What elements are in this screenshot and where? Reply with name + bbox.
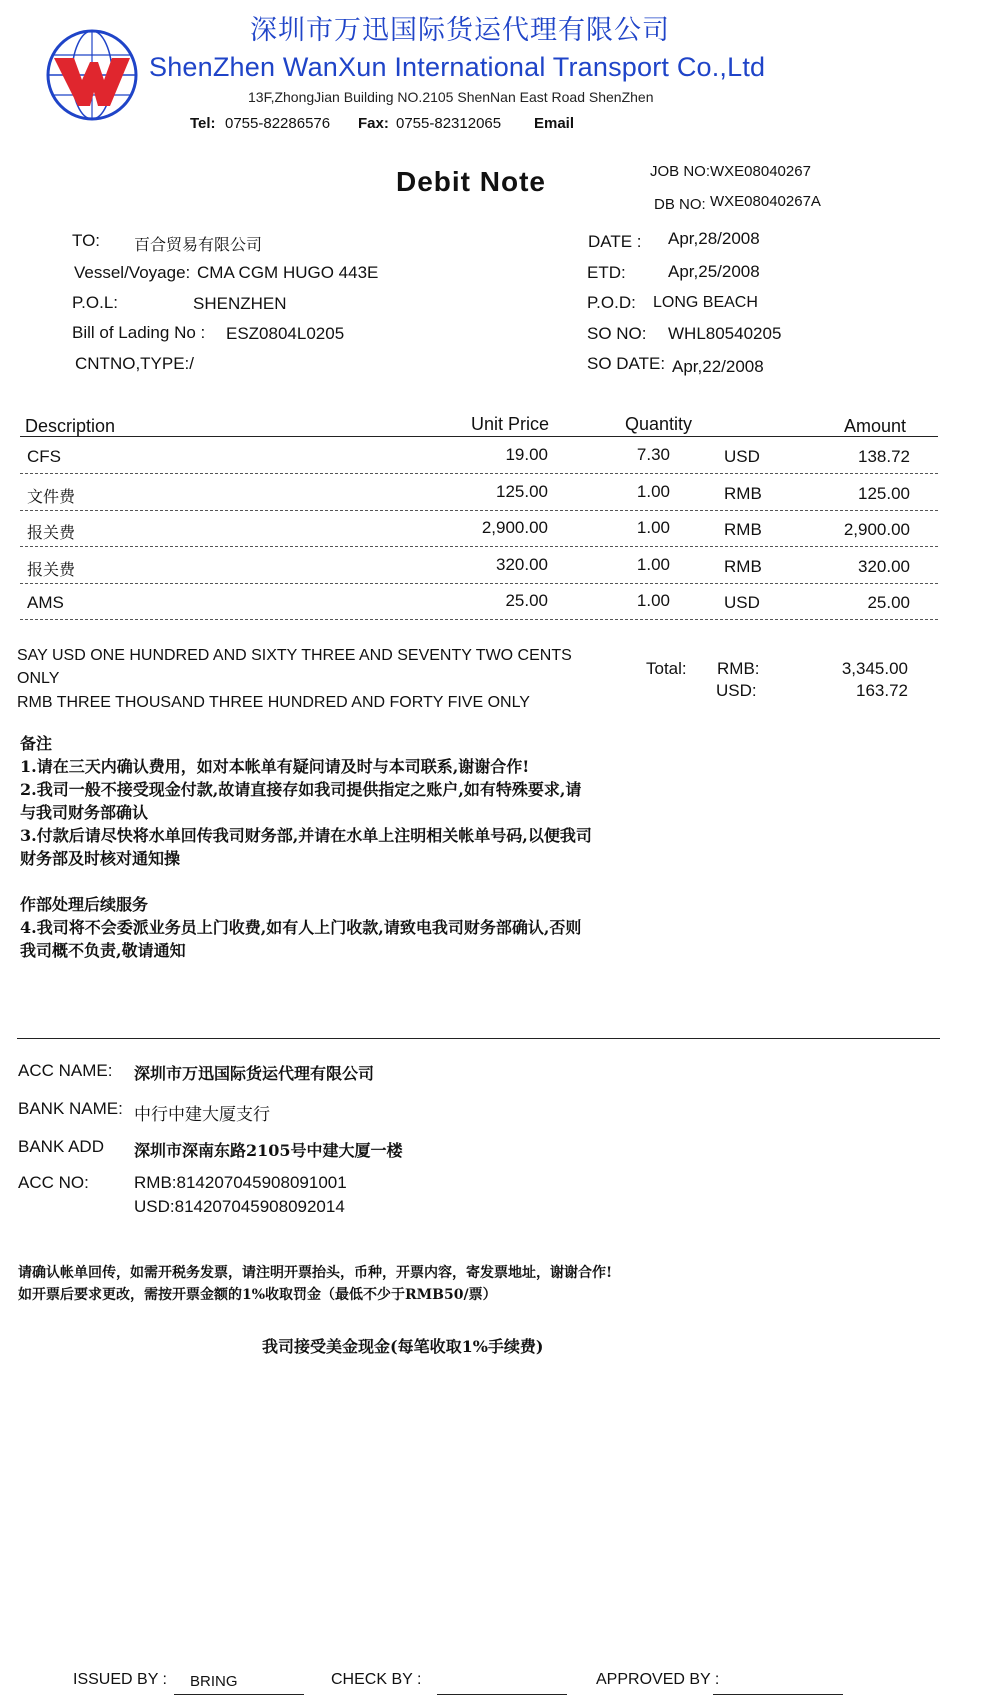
- pol-value: SHENZHEN: [193, 294, 287, 313]
- total-usd-value: 163.72: [856, 681, 908, 700]
- acc-name-label: ACC NAME:: [18, 1061, 113, 1080]
- cell-amount: 25.00: [867, 593, 910, 612]
- cell-quantity: 1.00: [636, 518, 670, 537]
- so-date-label: SO DATE:: [587, 354, 666, 373]
- to-label: TO:: [72, 231, 101, 250]
- note-line: 4.我司将不会委派业务员上门收费,如有人上门收款,请致电我司财务部确认,否则: [20, 918, 582, 937]
- cell-currency: USD: [724, 593, 760, 612]
- cell-currency: RMB: [724, 520, 762, 539]
- row-divider: [20, 473, 938, 474]
- acc-no-usd: USD:814207045908092014: [134, 1197, 345, 1216]
- cell-unit-price: 25.00: [505, 591, 548, 610]
- issued-by-label: ISSUED BY :: [73, 1671, 167, 1688]
- total-label: Total:: [646, 659, 687, 678]
- row-divider: [20, 546, 938, 547]
- db-no-label: DB NO:: [654, 196, 706, 213]
- note-line: 2.我司一般不接受现金付款,故请直接存如我司提供指定之账户,如有特殊要求,请: [20, 780, 582, 799]
- total-usd-label: USD:: [716, 681, 757, 700]
- cell-currency: RMB: [724, 556, 762, 576]
- db-no-value: WXE08040267A: [710, 193, 821, 210]
- cell-description: AMS: [27, 593, 64, 612]
- to-value: 百合贸易有限公司: [134, 237, 263, 254]
- table-header-rule: [20, 436, 938, 437]
- company-logo: [42, 28, 142, 122]
- note-line: 财务部及时核对通知操: [20, 849, 181, 868]
- total-rmb-value: 3,345.00: [841, 659, 908, 678]
- row-divider: [20, 619, 938, 620]
- so-no-value: WHL80540205: [668, 324, 782, 343]
- acc-name-value: 深圳市万迅国际货运代理有限公司: [134, 1064, 375, 1083]
- bank-add-label: BANK ADD: [18, 1137, 104, 1156]
- cell-unit-price: 2,900.00: [481, 518, 548, 537]
- cell-unit-price: 125.00: [496, 481, 548, 501]
- cell-unit-price: 320.00: [496, 554, 548, 574]
- email-label: Email: [534, 115, 575, 132]
- pod-value: LONG BEACH: [653, 294, 758, 311]
- approved-by-line: [713, 1694, 843, 1695]
- cell-amount: 2,900.00: [843, 520, 910, 539]
- say-rmb: RMB THREE THOUSAND THREE HUNDRED AND FORTY FIVE ONLY: [17, 694, 530, 711]
- issued-by-line: [174, 1694, 304, 1695]
- cash-note: 我司接受美金现金(每笔收取1%手续费): [262, 1337, 544, 1356]
- cell-quantity: 1.00: [636, 481, 670, 501]
- note-line: 我司概不负责,敬请通知: [20, 941, 186, 960]
- section-divider: [17, 1038, 940, 1039]
- row-divider: [20, 510, 938, 511]
- note-line: 与我司财务部确认: [20, 803, 149, 822]
- bank-name-label: BANK NAME:: [18, 1099, 123, 1118]
- cell-amount: 320.00: [858, 556, 910, 576]
- confirm-line-1: 请确认帐单回传，如需开税务发票，请注明开票抬头，币种，开票内容，寄发票地址，谢谢合作!: [18, 1265, 613, 1281]
- etd-label: ETD:: [587, 263, 626, 282]
- date-label: DATE :: [588, 232, 642, 251]
- so-no-label: SO NO:: [587, 324, 647, 343]
- pol-label: P.O.L:: [72, 293, 118, 312]
- cell-quantity: 1.00: [636, 591, 670, 610]
- tel-label: Tel:: [190, 115, 216, 132]
- pod-label: P.O.D:: [587, 293, 636, 312]
- cell-unit-price: 19.00: [505, 445, 548, 464]
- cell-quantity: 1.00: [636, 554, 670, 574]
- page-title: Debit Note: [396, 166, 546, 197]
- confirm-line-2: 如开票后要求更改，需按开票金额的1%收取罚金（最低不少于RMB50/票）: [18, 1287, 497, 1303]
- col-quantity: Quantity: [625, 414, 693, 434]
- cell-description: CFS: [27, 447, 61, 466]
- check-by-label: CHECK BY :: [331, 1671, 422, 1688]
- so-date-value: Apr,22/2008: [672, 357, 764, 376]
- acc-no-rmb: RMB:814207045908091001: [134, 1173, 347, 1192]
- bl-value: ESZ0804L0205: [226, 324, 345, 343]
- acc-no-label: ACC NO:: [18, 1173, 89, 1192]
- company-address: 13F,ZhongJian Building NO.2105 ShenNan East Road ShenZhen: [248, 89, 654, 105]
- vessel-label: Vessel/Voyage:: [74, 263, 191, 282]
- job-no-value: WXE08040267: [710, 163, 811, 180]
- check-by-line: [437, 1694, 567, 1695]
- row-divider: [20, 583, 938, 584]
- company-name-cn: 深圳市万迅国际货运代理有限公司: [250, 15, 670, 46]
- company-name-en: ShenZhen WanXun International Transport Co.,Ltd: [149, 52, 766, 82]
- notes-heading-2: 作部处理后续服务: [20, 895, 149, 914]
- cell-amount: 138.72: [858, 447, 910, 466]
- date-value: Apr,28/2008: [668, 229, 760, 248]
- job-no-label: JOB NO:: [650, 163, 711, 180]
- bank-add-value: 深圳市深南东路2105号中建大厦一楼: [134, 1141, 403, 1160]
- approved-by-label: APPROVED BY :: [596, 1671, 720, 1688]
- notes-block: [20, 732, 620, 962]
- col-unit-price: Unit Price: [471, 414, 550, 434]
- cell-description: 报关费: [27, 561, 76, 579]
- col-amount: Amount: [844, 416, 907, 436]
- fax-label: Fax:: [358, 115, 389, 132]
- cntno-label: CNTNO,TYPE:/: [75, 354, 195, 373]
- note-line: 3.付款后请尽快将水单回传我司财务部,并请在水单上注明相关帐单号码,以便我司: [20, 826, 592, 845]
- issued-by-value: BRING: [190, 1673, 238, 1690]
- say-usd-line1: SAY USD ONE HUNDRED AND SIXTY THREE AND SEVENTY TWO CENTS: [17, 647, 572, 664]
- bank-name-value: 中行中建大厦支行: [134, 1105, 270, 1124]
- col-description: Description: [25, 416, 116, 436]
- cell-currency: RMB: [724, 483, 762, 503]
- cell-currency: USD: [724, 447, 760, 466]
- total-rmb-label: RMB:: [717, 659, 760, 678]
- fax-value: 0755-82312065: [396, 115, 502, 132]
- vessel-value: CMA CGM HUGO 443E: [197, 263, 379, 282]
- bl-label: Bill of Lading No :: [72, 323, 206, 342]
- notes-heading: 备注: [20, 734, 53, 753]
- cell-description: 文件费: [27, 488, 76, 506]
- say-usd-line2: ONLY: [17, 670, 60, 687]
- note-line: 1.请在三天内确认费用，如对本帐单有疑问请及时与本司联系,谢谢合作!: [20, 757, 530, 776]
- cell-description: 报关费: [27, 525, 76, 542]
- cell-quantity: 7.30: [636, 445, 670, 464]
- etd-value: Apr,25/2008: [668, 262, 760, 281]
- cell-amount: 125.00: [858, 483, 910, 503]
- tel-value: 0755-82286576: [225, 115, 331, 132]
